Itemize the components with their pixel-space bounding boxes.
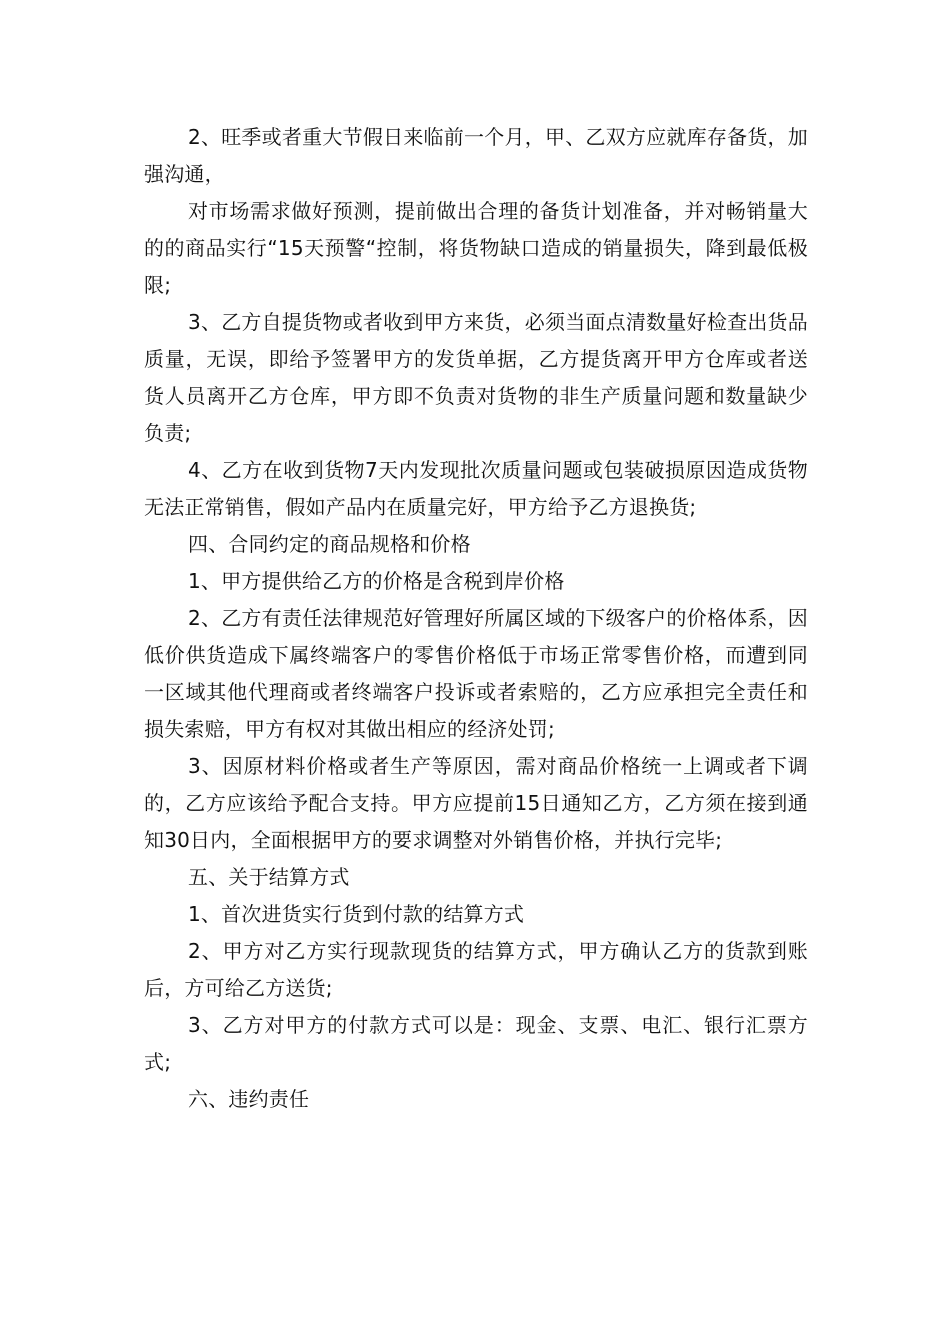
clause-2-cash-settlement: 2、甲方对乙方实行现款现货的结算方式，甲方确认乙方的货款到账后，方可给乙方送货; xyxy=(144,939,808,1000)
clause-3-payment-methods: 3、乙方对甲方的付款方式可以是：现金、支票、电汇、银行汇票方式; xyxy=(144,1013,808,1074)
section-heading-6: 六、违约责任 xyxy=(188,1087,310,1111)
clause-1-price: 1、甲方提供给乙方的价格是含税到岸价格 xyxy=(188,569,565,593)
section-heading-5: 五、关于结算方式 xyxy=(188,865,350,889)
paragraph-demand-forecast: 对市场需求做好预测，提前做出合理的备货计划准备，并对畅销量大的的商品实行“15天预警“控制，将货物缺口造成的销量损失，降到最低极限; xyxy=(144,199,808,297)
section-heading-4: 四、合同约定的商品规格和价格 xyxy=(188,532,471,556)
clause-3-delivery-inspection: 3、乙方自提货物或者收到甲方来货，必须当面点清数量好检查出货品质量，无误，即给予签署甲方的发货单据，乙方提货离开甲方仓库或者送货人员离开乙方仓库，甲方即不负责对货物的非生产质量问题和数量缺少负责; xyxy=(144,310,808,445)
document-body xyxy=(144,119,808,1118)
clause-2-stock-preparation: 2、旺季或者重大节假日来临前一个月，甲、乙双方应就库存备货，加强沟通， xyxy=(144,125,808,186)
clause-1-first-purchase: 1、首次进货实行货到付款的结算方式 xyxy=(188,902,525,926)
clause-4-quality-return: 4、乙方在收到货物7天内发现批次质量问题或包装破损原因造成货物无法正常销售，假如产品内在质量完好，甲方给予乙方退换货; xyxy=(144,458,808,519)
clause-2-price-system: 2、乙方有责任法律规范好管理好所属区域的下级客户的价格体系，因低价供货造成下属终端客户的零售价格低于市场正常零售价格，而遭到同一区域其他代理商或者终端客户投诉或者索赔的，乙方应承担完全责任和损失索赔，甲方有权对其做出相应的经济处罚; xyxy=(144,606,808,741)
clause-3-price-adjustment: 3、因原材料价格或者生产等原因，需对商品价格统一上调或者下调的，乙方应该给予配合支持。甲方应提前15日通知乙方，乙方须在接到通知30日内，全面根据甲方的要求调整对外销售价格，并执行完毕; xyxy=(144,754,808,852)
